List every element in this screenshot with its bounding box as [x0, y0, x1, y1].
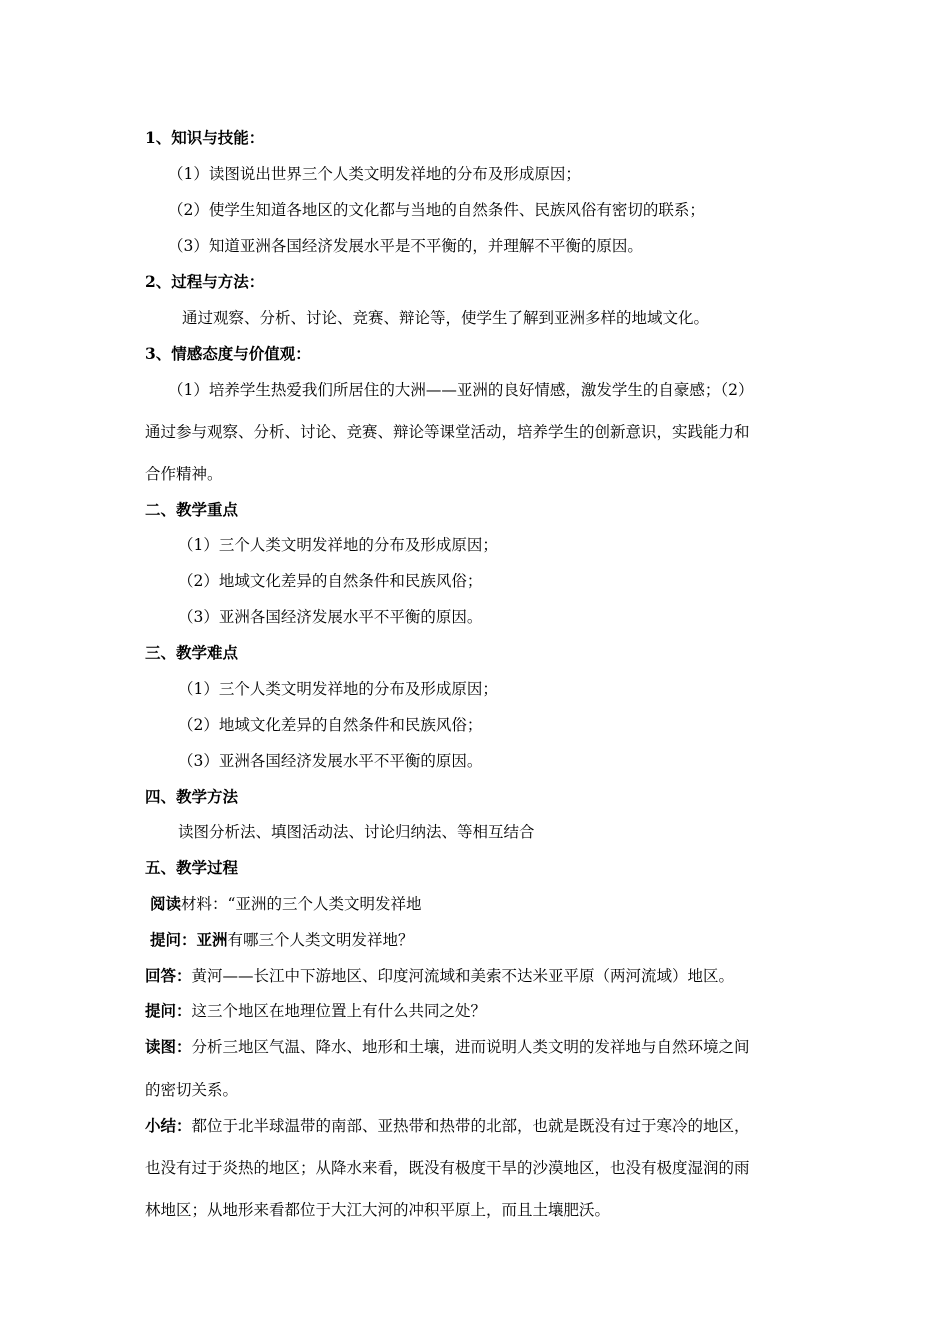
summary-label: 小结：: [145, 1116, 192, 1135]
paragraph-line: 林地区；从地形来看都位于大江大河的冲积平原上，而且土壤肥沃。: [145, 1201, 611, 1219]
list-item: （3）亚洲各国经济发展水平不平衡的原因。: [178, 608, 483, 626]
question-line: [145, 1001, 486, 1021]
question-text: 这三个地区在地理位置上有什么共同之处？: [191, 1002, 487, 1020]
list-item: （2）地域文化差异的自然条件和民族风俗；: [178, 572, 483, 590]
heading-process-methods: 2、过程与方法：: [145, 272, 265, 291]
reading-line: [150, 894, 421, 914]
heading-key-points: 二、教学重点: [145, 500, 239, 519]
paragraph-line: （1）培养学生热爱我们所居住的大洲——亚洲的良好情感，激发学生的自豪感；（2）: [168, 381, 754, 399]
list-item: （1）三个人类文明发祥地的分布及形成原因；: [178, 536, 498, 554]
reading-map-line: [145, 1037, 750, 1057]
heading-teaching-methods: 四、教学方法: [145, 787, 239, 806]
list-item: （3）亚洲各国经济发展水平不平衡的原因。: [178, 752, 483, 770]
paragraph: 读图分析法、填图活动法、讨论归纳法、等相互结合: [178, 823, 535, 841]
list-item: （1）读图说出世界三个人类文明发祥地的分布及形成原因；: [168, 165, 581, 183]
question-line: [150, 930, 414, 950]
question-label: 提问：亚洲: [150, 930, 228, 949]
reading-map-text: 分析三地区气温、降水、地形和土壤，进而说明人类文明的发祥地与自然环境之间: [191, 1038, 750, 1056]
answer-label: 回答：: [145, 966, 192, 985]
heading-difficult-points: 三、教学难点: [145, 643, 239, 662]
question-label: 提问：: [145, 1001, 192, 1020]
paragraph-line: 合作精神。: [145, 465, 223, 483]
question-text: 有哪三个人类文明发祥地？: [227, 931, 414, 949]
reading-map-label: 读图：: [145, 1037, 192, 1056]
answer-line: [145, 966, 734, 986]
paragraph: 通过观察、分析、讨论、竞赛、辩论等，使学生了解到亚洲多样的地域文化。: [182, 309, 710, 327]
summary-text: 都位于北半球温带的南部、亚热带和热带的北部，也就是既没有过于寒冷的地区，: [191, 1117, 750, 1135]
summary-line: [145, 1116, 750, 1136]
paragraph-line: 的密切关系。: [145, 1081, 239, 1099]
reading-label: 阅读: [150, 894, 182, 913]
reading-text: 材料：“亚洲的三个人类文明发祥地: [181, 895, 422, 913]
list-item: （2）使学生知道各地区的文化都与当地的自然条件、民族风俗有密切的联系；: [168, 201, 705, 219]
list-item: （3）知道亚洲各国经济发展水平是不平衡的，并理解不平衡的原因。: [168, 237, 643, 255]
list-item: （1）三个人类文明发祥地的分布及形成原因；: [178, 680, 498, 698]
paragraph-line: 通过参与观察、分析、讨论、竞赛、辩论等课堂活动，培养学生的创新意识，实践能力和: [145, 423, 750, 441]
heading-teaching-process: 五、教学过程: [145, 858, 239, 877]
list-item: （2）地域文化差异的自然条件和民族风俗；: [178, 716, 483, 734]
heading-attitudes-values: 3、情感态度与价值观：: [145, 344, 311, 363]
answer-text: 黄河——长江中下游地区、印度河流域和美索不达米亚平原（两河流域）地区。: [191, 967, 735, 985]
heading-knowledge-skills: 1、知识与技能：: [145, 128, 265, 147]
paragraph-line: 也没有过于炎热的地区；从降水来看，既没有极度干旱的沙漠地区，也没有极度湿润的雨: [145, 1159, 750, 1177]
